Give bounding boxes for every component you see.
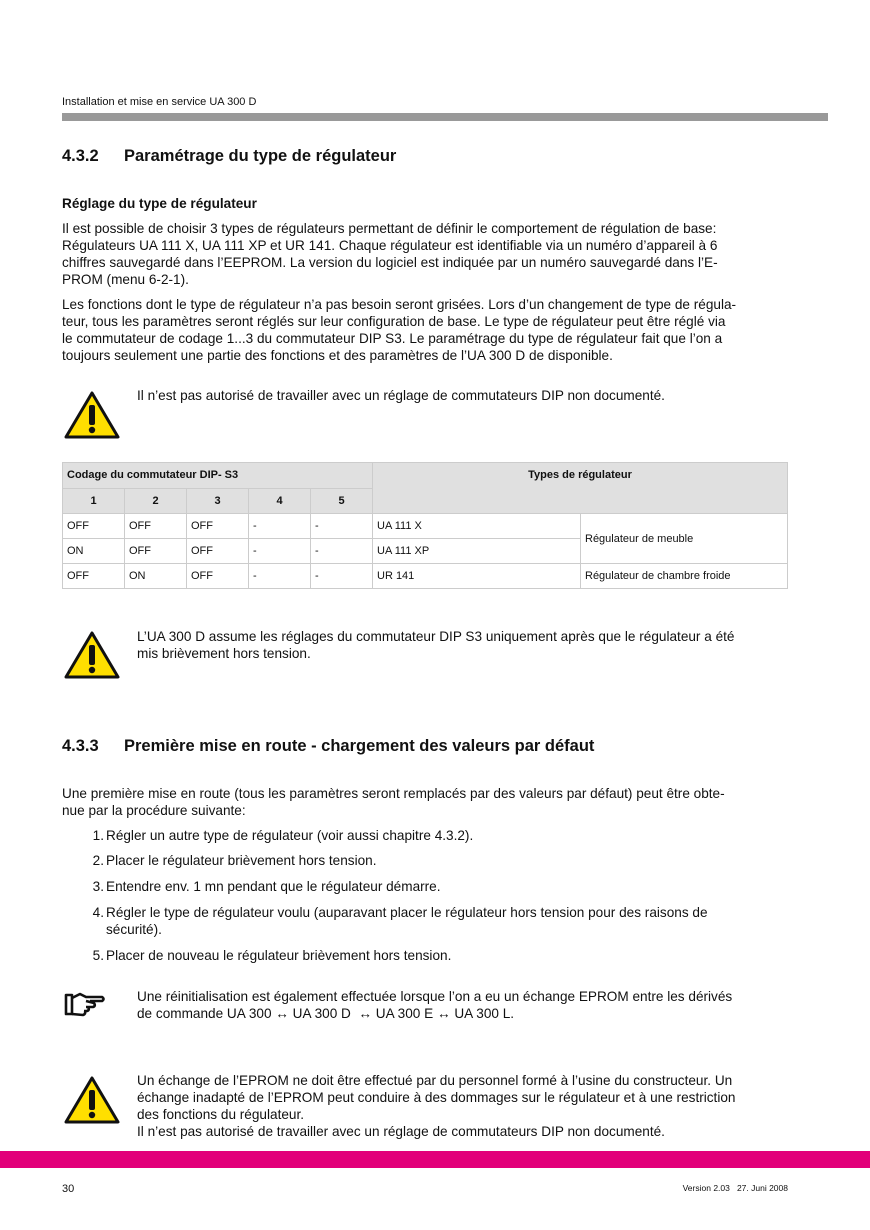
table-header-types: Types de régulateur (373, 463, 788, 514)
line: teur, tous les paramètres seront réglés sur leur configuration de base. Le type de régulateur peut être réglé via (62, 314, 726, 329)
cell: - (249, 514, 311, 539)
section-title: Paramétrage du type de régulateur (124, 147, 397, 165)
list-text: Placer de nouveau le régulateur brièvement hors tension. (106, 948, 452, 963)
paragraph-1 (62, 220, 718, 288)
warning-icon (64, 631, 120, 679)
section-title: Première mise en route - chargement des valeurs par défaut (124, 737, 595, 755)
line: nue par la procédure suivante: (62, 803, 246, 818)
line: échange inadapté de l’EPROM peut conduire à des dommages sur le régulateur et à une restriction (137, 1090, 736, 1105)
cell: OFF (63, 564, 125, 589)
intro-paragraph (62, 785, 725, 819)
section-number: 4.3.3 (62, 737, 99, 755)
cell: - (311, 564, 373, 589)
cell: ON (63, 539, 125, 564)
table-row (63, 514, 788, 539)
warning-text-1: Il n’est pas autorisé de travailler avec un réglage de commutateurs DIP non documenté. (137, 388, 665, 403)
line: L’UA 300 D assume les réglages du commutateur DIP S3 uniquement après que le régulateur a été (137, 629, 735, 644)
line: Régulateurs UA 111 X, UA 111 XP et UR 141. Chaque régulateur est identifiable via un numéro d’appareil à 6 (62, 238, 718, 253)
cell-group: Régulateur de meuble (581, 514, 788, 564)
line: chiffres sauvegardé dans l’EEPROM. La version du logiciel est indiquée par un numéro sauvegardé dans l’E- (62, 255, 718, 270)
warning-icon (64, 391, 120, 439)
cell: OFF (125, 539, 187, 564)
paragraph-2 (62, 296, 736, 364)
dip-switch-table (62, 462, 788, 589)
cell: OFF (125, 514, 187, 539)
table-row (63, 564, 788, 589)
col-header: 3 (187, 488, 249, 514)
col-header: 2 (125, 488, 187, 514)
cell: ON (125, 564, 187, 589)
list-text: Placer le régulateur brièvement hors tension. (106, 853, 377, 868)
warning-text-2 (137, 628, 734, 662)
page-number: 30 (62, 1183, 75, 1195)
section-number: 4.3.2 (62, 147, 99, 165)
line: toujours seulement une partie des fonctions et des paramètres de l’UA 300 D de disponible. (62, 348, 613, 363)
cell-type: UR 141 (373, 564, 581, 589)
cell: OFF (63, 514, 125, 539)
list-text: Régler un autre type de régulateur (voir aussi chapitre 4.3.2). (106, 828, 474, 843)
cell: - (249, 564, 311, 589)
line: Les fonctions dont le type de régulateur n’a pas besoin seront grisées. Lors d’un changement de type de régula- (62, 297, 737, 312)
list-number: 4. (92, 905, 104, 920)
cell: - (311, 514, 373, 539)
line: Il n’est pas autorisé de travailler avec un réglage de commutateurs DIP non documenté. (137, 1124, 665, 1139)
table-header-dip: Codage du commutateur DIP- S3 (63, 463, 373, 489)
cell: - (249, 539, 311, 564)
line: de commande UA 300 ↔ UA 300 D ↔ UA 300 E ↔ UA 300 L. (137, 1006, 515, 1021)
line: Une première mise en route (tous les paramètres seront remplacés par des valeurs par défaut) peut être obte- (62, 786, 725, 801)
running-header: Installation et mise en service UA 300 D (62, 96, 257, 108)
list-number: 3. (92, 879, 104, 894)
footer-accent-bar (0, 1151, 870, 1168)
line: le commutateur de codage 1...3 du commutateur DIP S3. Le paramétrage du type de régulateur fait que l’on a (62, 331, 723, 346)
line: mis brièvement hors tension. (137, 646, 311, 661)
version-info: Version 2.03 27. Juni 2008 (682, 1183, 788, 1193)
cell-type: UA 111 X (373, 514, 581, 539)
line: Un échange de l’EPROM ne doit être effectué par du personnel formé à l’usine du constructeur. Un (137, 1073, 733, 1088)
list-number: 1. (92, 828, 104, 843)
list-number: 5. (92, 948, 104, 963)
cell-group: Régulateur de chambre froide (581, 564, 788, 589)
cell: - (311, 539, 373, 564)
pointing-hand-icon (64, 990, 106, 1018)
line: PROM (menu 6-2-1). (62, 272, 189, 287)
cell: OFF (187, 539, 249, 564)
line: des fonctions du régulateur. (137, 1107, 305, 1122)
list-text: Entendre env. 1 mn pendant que le régulateur démarre. (106, 879, 441, 894)
header-divider (62, 113, 828, 121)
subheading: Réglage du type de régulateur (62, 196, 257, 211)
cell: OFF (187, 564, 249, 589)
list-text: Régler le type de régulateur voulu (auparavant placer le régulateur hors tension pour des raisons de sécurité). (106, 905, 708, 937)
warning-text-3 (137, 1072, 735, 1140)
cell-type: UA 111 XP (373, 539, 581, 564)
warning-icon (64, 1076, 120, 1124)
col-header: 1 (63, 488, 125, 514)
col-header: 4 (249, 488, 311, 514)
col-header: 5 (311, 488, 373, 514)
note-text (137, 988, 732, 1022)
cell: OFF (187, 514, 249, 539)
line: Une réinitialisation est également effectuée lorsque l’on a eu un échange EPROM entre les dérivés (137, 989, 733, 1004)
list-number: 2. (92, 853, 104, 868)
line: Il est possible de choisir 3 types de régulateurs permettant de définir le comportement de régulation de base: (62, 221, 717, 236)
